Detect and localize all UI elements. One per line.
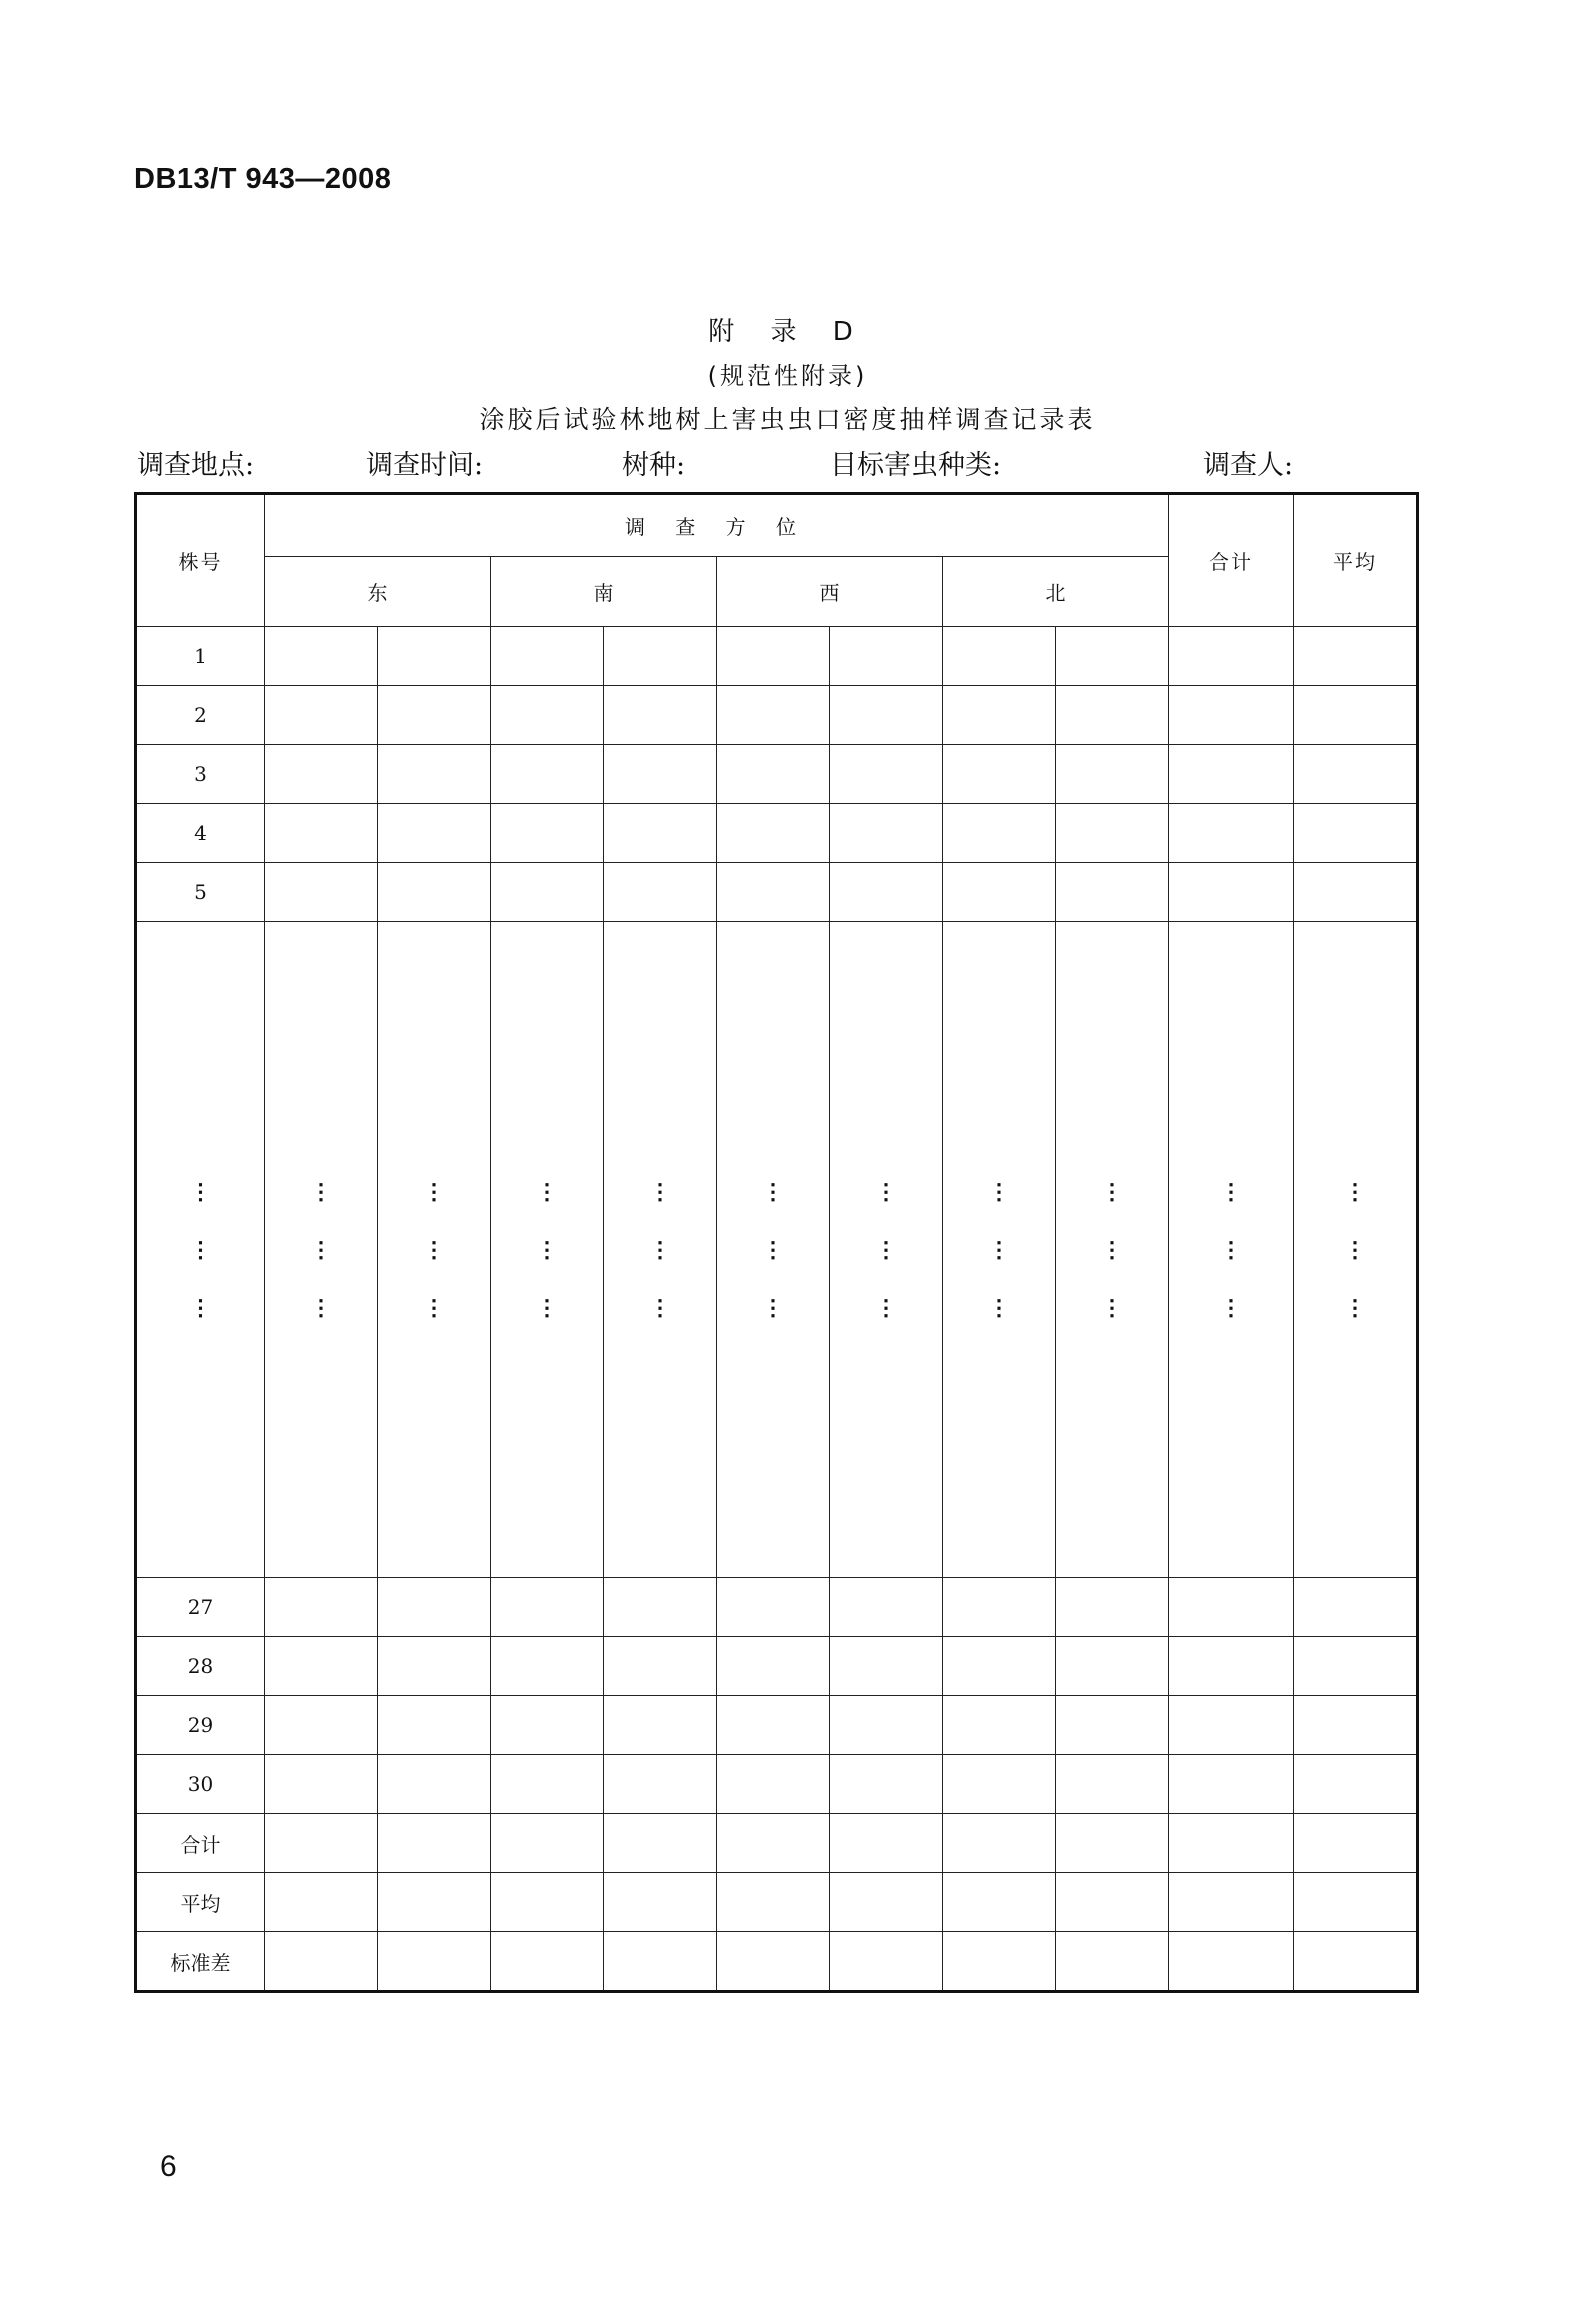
data-cell [378, 745, 491, 804]
data-cell [1169, 1932, 1294, 1992]
ellipsis-cell [830, 922, 943, 1578]
vertical-ellipsis: ⋮ [875, 1236, 897, 1263]
meta-surveyor: 调查人: [1203, 450, 1294, 481]
data-cell [1294, 627, 1418, 686]
vertical-ellipsis: ⋮ [762, 1178, 784, 1205]
data-cell [1169, 627, 1294, 686]
data-cell [1294, 745, 1418, 804]
page-number: 6 [160, 2150, 177, 2183]
header-direction-south: 南 [491, 557, 717, 627]
data-cell [717, 627, 830, 686]
data-cell [265, 1637, 378, 1696]
ellipsis-cell [136, 922, 265, 1578]
document-code: DB13/T 943—2008 [134, 163, 392, 195]
header-total: 合计 [1169, 494, 1294, 627]
data-cell [491, 1637, 604, 1696]
header-survey-direction: 调 查 方 位 [265, 494, 1169, 557]
data-cell [604, 1873, 717, 1932]
table-row [136, 804, 1418, 863]
data-cell [604, 804, 717, 863]
data-cell [491, 1932, 604, 1992]
data-cell [717, 1637, 830, 1696]
data-cell [491, 1578, 604, 1637]
table-row [136, 863, 1418, 922]
data-cell [1169, 1814, 1294, 1873]
ellipsis-cell [943, 922, 1056, 1578]
data-cell [1056, 1637, 1169, 1696]
data-cell [1294, 863, 1418, 922]
data-cell [943, 686, 1056, 745]
data-cell [265, 1696, 378, 1755]
appendix-subtitle: (规范性附录) [707, 362, 868, 390]
data-cell [1294, 1814, 1418, 1873]
data-cell [717, 1578, 830, 1637]
data-cell [943, 1873, 1056, 1932]
data-cell [1056, 745, 1169, 804]
data-cell [830, 1637, 943, 1696]
data-cell [604, 1814, 717, 1873]
vertical-ellipsis: ⋮ [423, 1236, 445, 1263]
data-cell [943, 1755, 1056, 1814]
ellipsis-cell [491, 922, 604, 1578]
data-cell [1294, 1637, 1418, 1696]
data-cell [830, 1578, 943, 1637]
data-cell [1169, 1696, 1294, 1755]
row-label-tree-number: 27 [136, 1578, 265, 1637]
data-cell [717, 804, 830, 863]
data-cell [1056, 627, 1169, 686]
data-cell [1294, 1755, 1418, 1814]
data-cell [378, 1696, 491, 1755]
data-cell [830, 1696, 943, 1755]
vertical-ellipsis: ⋮ [649, 1236, 671, 1263]
data-cell [265, 1814, 378, 1873]
data-cell [604, 686, 717, 745]
data-cell [1169, 863, 1294, 922]
data-cell [265, 745, 378, 804]
meta-tree-species: 树种: [622, 450, 686, 481]
data-cell [717, 1873, 830, 1932]
data-cell [604, 1637, 717, 1696]
row-label-tree-number: 3 [136, 745, 265, 804]
data-cell [830, 1755, 943, 1814]
table-row [136, 1578, 1418, 1637]
vertical-ellipsis: ⋮ [536, 1236, 558, 1263]
data-cell [1294, 1578, 1418, 1637]
data-cell [378, 1578, 491, 1637]
ellipsis-cell [378, 922, 491, 1578]
data-cell [378, 863, 491, 922]
data-cell [491, 686, 604, 745]
meta-survey-time: 调查时间: [366, 450, 484, 481]
row-label-tree-number: 4 [136, 804, 265, 863]
data-cell [491, 804, 604, 863]
ellipsis-cell [1169, 922, 1294, 1578]
data-cell [830, 1873, 943, 1932]
vertical-ellipsis: ⋮ [875, 1294, 897, 1321]
table-row [136, 1637, 1418, 1696]
data-cell [265, 1578, 378, 1637]
data-cell [378, 1755, 491, 1814]
row-label-tree-number: 30 [136, 1755, 265, 1814]
data-cell [378, 1932, 491, 1992]
data-cell [943, 1637, 1056, 1696]
data-cell [830, 745, 943, 804]
data-cell [1294, 1932, 1418, 1992]
data-cell [1056, 1578, 1169, 1637]
data-cell [491, 1873, 604, 1932]
data-cell [830, 1814, 943, 1873]
table-row [136, 686, 1418, 745]
table-row [136, 1814, 1418, 1873]
data-cell [378, 686, 491, 745]
data-cell [491, 863, 604, 922]
data-cell [1169, 1873, 1294, 1932]
data-cell [1056, 686, 1169, 745]
ellipsis-cell [717, 922, 830, 1578]
vertical-ellipsis: ⋮ [423, 1294, 445, 1321]
header-direction-west: 西 [717, 557, 943, 627]
row-label-tree-number: 2 [136, 686, 265, 745]
data-cell [491, 1755, 604, 1814]
vertical-ellipsis: ⋮ [762, 1294, 784, 1321]
data-cell [265, 686, 378, 745]
row-label-tree-number: 1 [136, 627, 265, 686]
data-cell [717, 863, 830, 922]
header-direction-north: 北 [943, 557, 1169, 627]
appendix-title: 附 录 D [708, 317, 867, 347]
vertical-ellipsis: ⋮ [649, 1294, 671, 1321]
data-cell [943, 1814, 1056, 1873]
data-cell [265, 627, 378, 686]
data-cell [943, 1932, 1056, 1992]
data-cell [604, 863, 717, 922]
data-cell [943, 627, 1056, 686]
vertical-ellipsis: ⋮ [310, 1178, 332, 1205]
table-row [136, 745, 1418, 804]
data-cell [1294, 686, 1418, 745]
vertical-ellipsis: ⋮ [1344, 1294, 1366, 1321]
data-cell [265, 1755, 378, 1814]
row-label-summary: 合计 [136, 1814, 265, 1873]
survey-table [134, 492, 1419, 1993]
vertical-ellipsis: ⋮ [189, 1294, 212, 1321]
table-row [136, 627, 1418, 686]
data-cell [265, 804, 378, 863]
data-cell [1056, 1873, 1169, 1932]
vertical-ellipsis: ⋮ [536, 1178, 558, 1205]
data-cell [1056, 1932, 1169, 1992]
data-cell [717, 686, 830, 745]
data-cell [943, 1578, 1056, 1637]
meta-survey-location: 调查地点: [137, 450, 255, 481]
vertical-ellipsis: ⋮ [1220, 1236, 1242, 1263]
data-cell [717, 1932, 830, 1992]
vertical-ellipsis: ⋮ [1101, 1294, 1123, 1321]
vertical-ellipsis: ⋮ [423, 1178, 445, 1205]
vertical-ellipsis: ⋮ [1220, 1294, 1242, 1321]
data-cell [1169, 1578, 1294, 1637]
data-cell [604, 745, 717, 804]
data-cell [604, 627, 717, 686]
vertical-ellipsis: ⋮ [1101, 1236, 1123, 1263]
data-cell [378, 1873, 491, 1932]
vertical-ellipsis: ⋮ [1101, 1178, 1123, 1205]
vertical-ellipsis: ⋮ [1344, 1178, 1366, 1205]
data-cell [1294, 804, 1418, 863]
vertical-ellipsis: ⋮ [189, 1236, 212, 1263]
data-cell [491, 745, 604, 804]
data-cell [1294, 1696, 1418, 1755]
data-cell [830, 863, 943, 922]
header-direction-east: 东 [265, 557, 491, 627]
data-cell [1056, 1696, 1169, 1755]
table-row [136, 1755, 1418, 1814]
data-cell [378, 627, 491, 686]
data-cell [265, 863, 378, 922]
vertical-ellipsis: ⋮ [310, 1294, 332, 1321]
data-cell [717, 1696, 830, 1755]
row-label-tree-number: 29 [136, 1696, 265, 1755]
ellipsis-cell [1056, 922, 1169, 1578]
data-cell [943, 745, 1056, 804]
data-cell [378, 1637, 491, 1696]
data-cell [830, 627, 943, 686]
data-cell [378, 1814, 491, 1873]
data-cell [943, 863, 1056, 922]
ellipsis-cell [604, 922, 717, 1578]
data-cell [717, 1755, 830, 1814]
table-row [136, 1873, 1418, 1932]
header-average: 平均 [1294, 494, 1418, 627]
data-cell [717, 745, 830, 804]
vertical-ellipsis: ⋮ [536, 1294, 558, 1321]
data-cell [1056, 1755, 1169, 1814]
data-cell [1169, 804, 1294, 863]
data-cell [604, 1578, 717, 1637]
vertical-ellipsis: ⋮ [310, 1236, 332, 1263]
data-cell [830, 804, 943, 863]
data-cell [717, 1814, 830, 1873]
row-label-tree-number: 5 [136, 863, 265, 922]
data-cell [830, 1932, 943, 1992]
data-cell [265, 1932, 378, 1992]
vertical-ellipsis: ⋮ [1220, 1178, 1242, 1205]
data-cell [491, 1814, 604, 1873]
data-cell [378, 804, 491, 863]
data-cell [1169, 1637, 1294, 1696]
data-cell [1169, 745, 1294, 804]
vertical-ellipsis: ⋮ [1344, 1236, 1366, 1263]
data-cell [265, 1873, 378, 1932]
data-cell [491, 1696, 604, 1755]
data-cell [604, 1755, 717, 1814]
data-cell [604, 1932, 717, 1992]
row-label-summary: 标准差 [136, 1932, 265, 1992]
vertical-ellipsis: ⋮ [762, 1236, 784, 1263]
data-cell [1056, 804, 1169, 863]
data-cell [491, 627, 604, 686]
data-cell [943, 804, 1056, 863]
data-cell [1056, 863, 1169, 922]
row-label-tree-number: 28 [136, 1637, 265, 1696]
data-cell [1169, 1755, 1294, 1814]
vertical-ellipsis: ⋮ [988, 1294, 1010, 1321]
vertical-ellipsis: ⋮ [649, 1178, 671, 1205]
meta-target-pest: 目标害虫种类: [830, 450, 1002, 481]
data-cell [830, 686, 943, 745]
ellipsis-row [136, 922, 1418, 1578]
vertical-ellipsis: ⋮ [189, 1178, 212, 1205]
ellipsis-cell [1294, 922, 1418, 1578]
row-label-summary: 平均 [136, 1873, 265, 1932]
header-tree-number: 株号 [136, 494, 265, 627]
data-cell [943, 1696, 1056, 1755]
data-cell [1294, 1873, 1418, 1932]
ellipsis-cell [265, 922, 378, 1578]
data-cell [604, 1696, 717, 1755]
table-row [136, 1932, 1418, 1992]
vertical-ellipsis: ⋮ [988, 1178, 1010, 1205]
data-cell [1056, 1814, 1169, 1873]
vertical-ellipsis: ⋮ [875, 1178, 897, 1205]
table-title: 涂胶后试验林地树上害虫虫口密度抽样调查记录表 [479, 405, 1096, 434]
vertical-ellipsis: ⋮ [988, 1236, 1010, 1263]
table-row [136, 1696, 1418, 1755]
data-cell [1169, 686, 1294, 745]
